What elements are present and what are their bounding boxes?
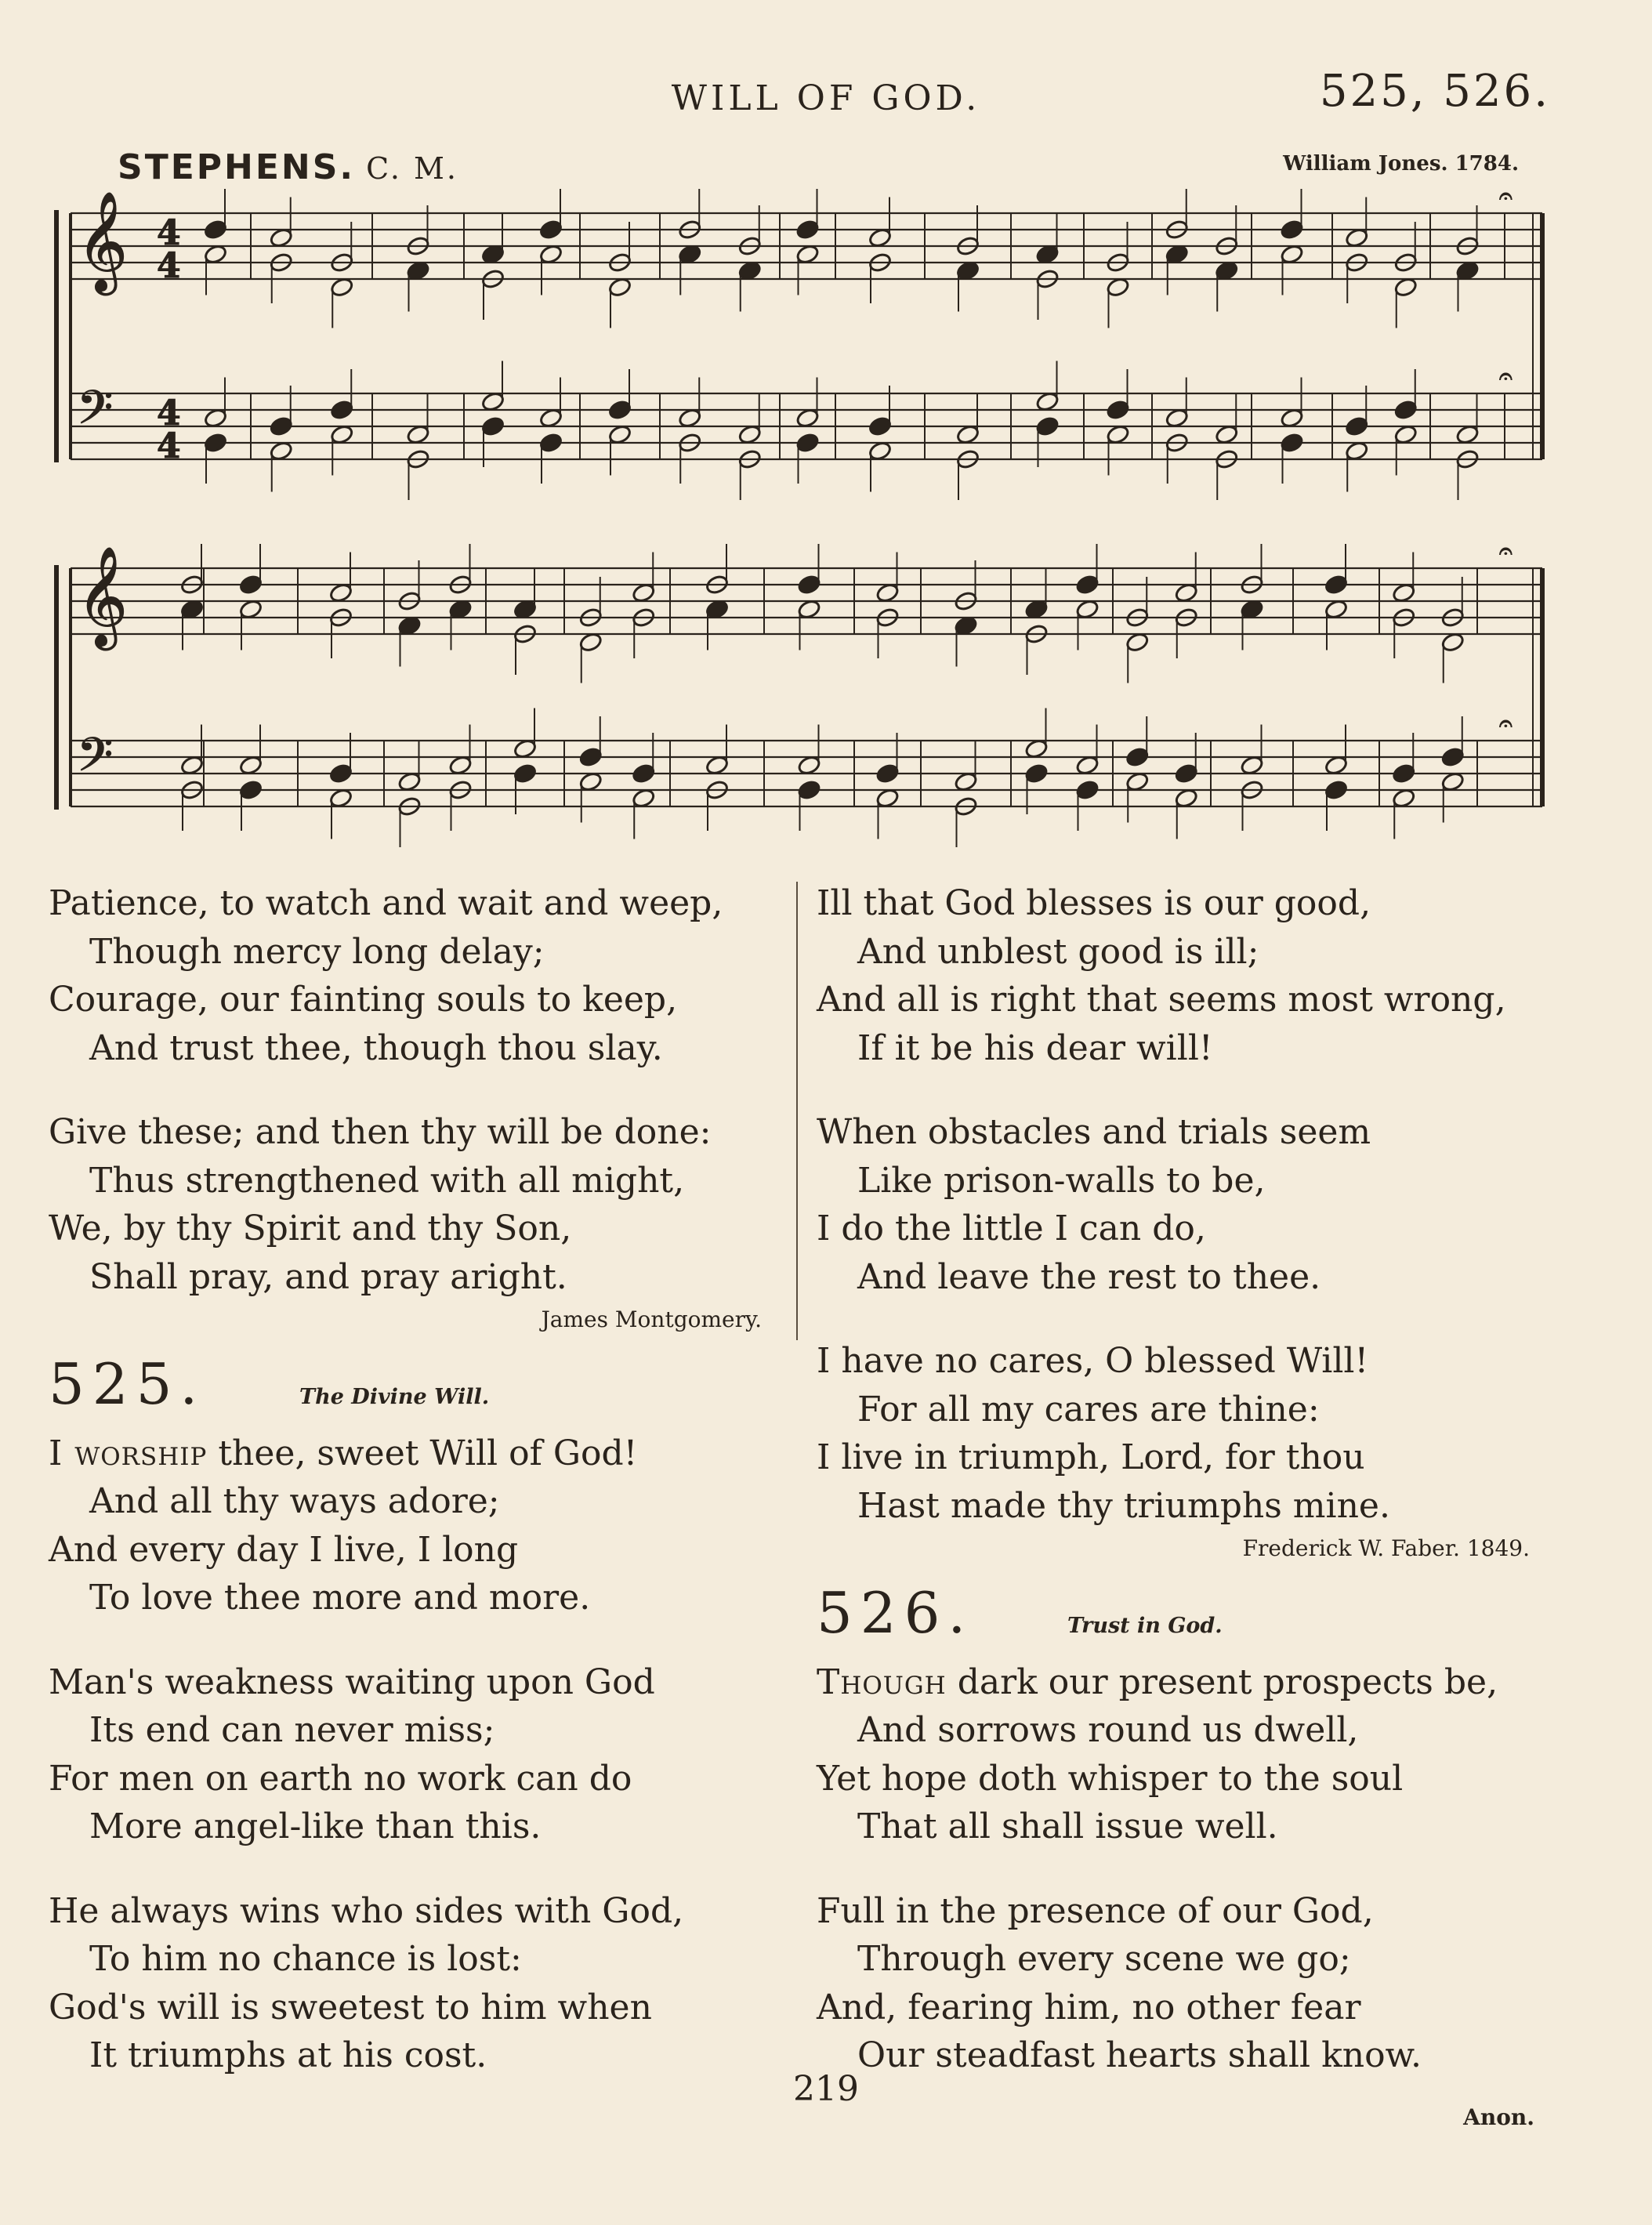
bass-clef-icon: 𝄢 — [77, 380, 114, 446]
note-head — [1125, 746, 1150, 767]
note-head — [480, 415, 505, 437]
author-attribution: James Montgomery. — [541, 1306, 762, 1332]
verse-line: And sorrows round us dwell, — [857, 1710, 1359, 1750]
note-head — [1345, 415, 1369, 437]
note-head — [1324, 574, 1348, 595]
verse-line: Man's weakness waiting upon God — [49, 1662, 655, 1702]
stanza — [817, 879, 1561, 1072]
note-head — [203, 432, 227, 453]
note-head — [1280, 219, 1304, 240]
stanza — [817, 1887, 1561, 2080]
verse-line: I do the little I can do, — [817, 1209, 1206, 1248]
note-head — [1280, 432, 1304, 453]
right-column — [817, 879, 1561, 2116]
hymn-number: 526. — [817, 1580, 974, 1646]
note-head — [875, 763, 900, 784]
music-score — [0, 0, 1652, 862]
verse-line: Our steadfast hearts shall know. — [857, 2035, 1422, 2075]
tune-composer: William Jones. 1784. — [1283, 152, 1519, 176]
note-head — [1324, 779, 1348, 800]
hymn-525-heading — [49, 1351, 793, 1422]
verse-line: When obstacles and trials seem — [817, 1112, 1371, 1152]
note-head — [238, 574, 263, 595]
time-signature: 4 — [157, 426, 181, 466]
stanza — [49, 1658, 793, 1851]
verse-line: That all shall issue well. — [857, 1806, 1278, 1846]
running-title: WILL OF GOD. — [671, 78, 981, 118]
note-head — [203, 219, 227, 240]
verse-line: Hast made thy triumphs mine. — [857, 1485, 1390, 1526]
note-head — [1075, 574, 1100, 595]
tune-meter: C. M. — [366, 151, 458, 186]
verse-line: And leave the rest to thee. — [857, 1256, 1321, 1297]
page-number: 219 — [793, 2069, 859, 2109]
note-head — [1024, 763, 1049, 784]
author-attribution: Anon. — [1463, 2104, 1534, 2130]
verse-line: For men on earth no work can do — [49, 1758, 632, 1799]
verse-line: And trust thee, though thou slay. — [89, 1027, 663, 1068]
fermata-icon: 𝄐 — [1499, 710, 1513, 737]
first-word: Though — [817, 1662, 947, 1702]
verse-line: God's will is sweetest to him when — [49, 1987, 652, 2028]
left-column — [49, 879, 793, 2116]
note-head — [1392, 763, 1416, 784]
note-head — [632, 763, 656, 784]
stanza — [817, 1337, 1561, 1530]
column-divider — [796, 882, 798, 1340]
verse-line: And unblest good is ill; — [857, 931, 1259, 972]
note-head — [238, 779, 263, 800]
verse-line — [49, 1430, 793, 1478]
note-head — [330, 399, 354, 420]
note-head — [328, 763, 353, 784]
note-head — [795, 432, 820, 453]
verse-line: Its end can never miss; — [89, 1710, 495, 1750]
hymn-title: Trust in God. — [1067, 1614, 1223, 1638]
verse-line: And all is right that seems most wrong, — [817, 980, 1506, 1020]
hymn-title: The Divine Will. — [299, 1385, 490, 1409]
verse-text: dark our present prospects be, — [946, 1662, 1498, 1702]
verse-text: thee, sweet Will of God! — [207, 1433, 638, 1473]
stanza — [817, 1108, 1561, 1301]
verse-line: For all my cares are thine: — [857, 1389, 1320, 1430]
verse-line: We, by thy Spirit and thy Son, — [49, 1209, 572, 1248]
verse-line: Ill that God blesses is our good, — [817, 883, 1371, 923]
verse-line: To love thee more and more. — [89, 1578, 591, 1618]
note-head — [797, 779, 821, 800]
verse-line: And every day I live, I long — [49, 1529, 519, 1570]
verse-line: Through every scene we go; — [857, 1939, 1351, 1979]
note-head — [538, 219, 563, 240]
stanza — [49, 1108, 793, 1301]
verse-line: Like prison-walls to be, — [857, 1160, 1266, 1201]
verse-line: Full in the presence of our God, — [817, 1890, 1374, 1931]
bass-clef-icon: 𝄢 — [77, 727, 114, 793]
stanza — [49, 1887, 793, 2080]
stanza — [49, 879, 793, 1072]
treble-clef-icon: 𝄞 — [77, 545, 129, 646]
verse-line: More angel-like than this. — [89, 1806, 542, 1846]
note-head — [795, 219, 820, 240]
verse-line: And, fearing him, no other fear — [817, 1987, 1361, 2028]
note-head — [1106, 399, 1130, 420]
note-head — [1393, 399, 1418, 420]
fermata-icon: 𝄐 — [1499, 183, 1513, 210]
treble-clef-icon: 𝄞 — [77, 190, 129, 291]
stanza — [817, 1658, 1561, 1851]
verse-line: It triumphs at his cost. — [89, 2035, 487, 2075]
time-signature: 4 — [157, 213, 181, 253]
note-head — [797, 574, 821, 595]
fermata-icon: 𝄐 — [1499, 538, 1513, 565]
hymn-numbers: 525, 526. — [1319, 66, 1550, 117]
note-head — [607, 399, 632, 420]
verse-line — [817, 1658, 1561, 1707]
fermata-icon: 𝄐 — [1499, 363, 1513, 390]
note-head — [1075, 779, 1100, 800]
stanza — [49, 1430, 793, 1622]
verse-line: Though mercy long delay; — [89, 931, 545, 972]
hymn-526-heading — [817, 1580, 1561, 1651]
note-head — [269, 415, 293, 437]
note-head — [1174, 763, 1198, 784]
verse-line: I live in triumph, Lord, for thou — [817, 1437, 1365, 1477]
verse-line: Give these; and then thy will be done: — [49, 1112, 712, 1152]
verse-line: Patience, to watch and wait and weep, — [49, 883, 723, 923]
note-head — [868, 415, 892, 437]
first-word: I worship — [49, 1433, 208, 1473]
time-signature: 4 — [157, 393, 181, 433]
verse-line: Shall pray, and pray aright. — [89, 1256, 567, 1297]
author-attribution: Frederick W. Faber. 1849. — [1242, 1535, 1530, 1561]
note-head — [538, 432, 563, 453]
verse-line: If it be his dear will! — [857, 1027, 1213, 1068]
note-head — [1440, 746, 1465, 767]
note-head — [578, 746, 603, 767]
hymn-number: 525. — [49, 1351, 206, 1417]
verse-line: Thus strengthened with all might, — [89, 1160, 685, 1201]
note-head — [1035, 415, 1060, 437]
verse-line: I have no cares, O blessed Will! — [817, 1341, 1369, 1381]
verse-line: He always wins who sides with God, — [49, 1890, 684, 1931]
verse-line: Courage, our fainting souls to keep, — [49, 980, 678, 1020]
note-head — [513, 763, 537, 784]
tune-name: STEPHENS. — [118, 147, 356, 187]
verse-line: To him no chance is lost: — [89, 1939, 522, 1979]
score-systems — [56, 183, 1542, 847]
time-signature: 4 — [157, 246, 181, 286]
verse-line: Yet hope doth whisper to the soul — [817, 1758, 1404, 1799]
verse-line: And all thy ways adore; — [89, 1481, 500, 1521]
